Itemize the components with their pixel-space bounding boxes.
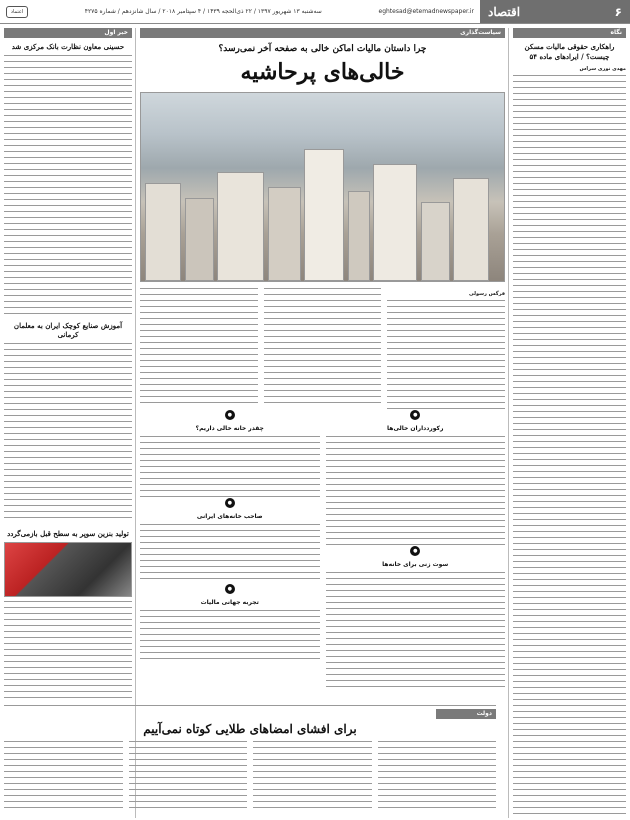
bottom-story-title: برای افشای امضاهای طلایی کوتاه نمی‌آییم [143, 722, 357, 736]
main-body-col-2 [264, 288, 382, 410]
news-1-title: حسینی معاون نظارت بانک مرکزی شد [11, 42, 125, 51]
subhead-3: صاحب خانه‌های ایرانی [196, 513, 263, 520]
column-right-headline: راهکاری حقوقی مالیات مسکن چیست؟ / ایرادهای ماده ۵۴ [524, 42, 615, 61]
column-right-author: مهدی نوری سراس [579, 66, 626, 72]
column-left [4, 28, 132, 703]
bottom-story [4, 705, 496, 817]
masthead-info [0, 0, 480, 23]
section-marker-icon: ● [225, 498, 235, 508]
bottom-story-body [4, 741, 496, 811]
section-tab [480, 0, 630, 23]
main-author: فرگس رسولی [469, 291, 505, 297]
city-skyline-photo [140, 92, 505, 282]
issue-date-line: سه‌شنبه ۱۳ شهریور ۱۳۹۷ / ۲۲ ذی‌الحجه ۱۴۳۹ / ۴ سپتامبر ۲۰۱۸ / سال شانزدهم / شماره ۴۲۷۵ [84, 8, 322, 15]
column-divider [135, 28, 136, 818]
editorial-email: eghtesad@etemadnewspaper.ir [378, 8, 474, 15]
bottom-story-label: دولت [436, 709, 496, 719]
main-story-sections [140, 410, 505, 692]
section-marker-icon: ● [225, 584, 235, 594]
main-story [140, 28, 505, 816]
main-kicker: چرا داستان مالیات اماکن خالی به صفحه آخر نمی‌رسد؟ [218, 44, 427, 54]
section-marker-icon: ● [410, 410, 420, 420]
fuel-pump-photo [4, 542, 132, 597]
main-body-col-3 [140, 288, 258, 410]
main-section-col-left [140, 410, 320, 692]
main-title: خالی‌های پرحاشیه [240, 59, 405, 85]
main-story-body [140, 288, 505, 410]
news-3-title: تولید بنزین سوپر به سطح قبل بازمی‌گردد [7, 529, 129, 538]
main-section-col-right [326, 410, 506, 692]
subhead-1: رکوردداران خالی‌ها [387, 425, 444, 432]
subhead-5: تجربه جهانی مالیات [200, 599, 259, 606]
column-right-body [513, 75, 626, 815]
section-marker-icon: ● [225, 410, 235, 420]
masthead-bar [0, 0, 630, 24]
main-story-label: سیاست‌گذاری [140, 28, 505, 38]
subhead-4: سوت زنی برای خانه‌ها [382, 561, 449, 568]
column-divider [508, 28, 509, 818]
main-body-col-1 [387, 288, 505, 410]
column-right [513, 28, 626, 816]
column-left-label: خبر اول [4, 28, 132, 38]
column-right-label: نگاه [513, 28, 626, 38]
section-name: اقتصاد [488, 4, 521, 19]
subhead-2: چقدر خانه خالی داریم؟ [195, 425, 264, 432]
news-2-title: آموزش صنایع کوچک ایران به معلمان کرمانی [13, 321, 123, 339]
newspaper-logo: اعتماد [6, 6, 28, 18]
page-number: ۶ [614, 4, 622, 19]
section-marker-icon: ● [410, 546, 420, 556]
